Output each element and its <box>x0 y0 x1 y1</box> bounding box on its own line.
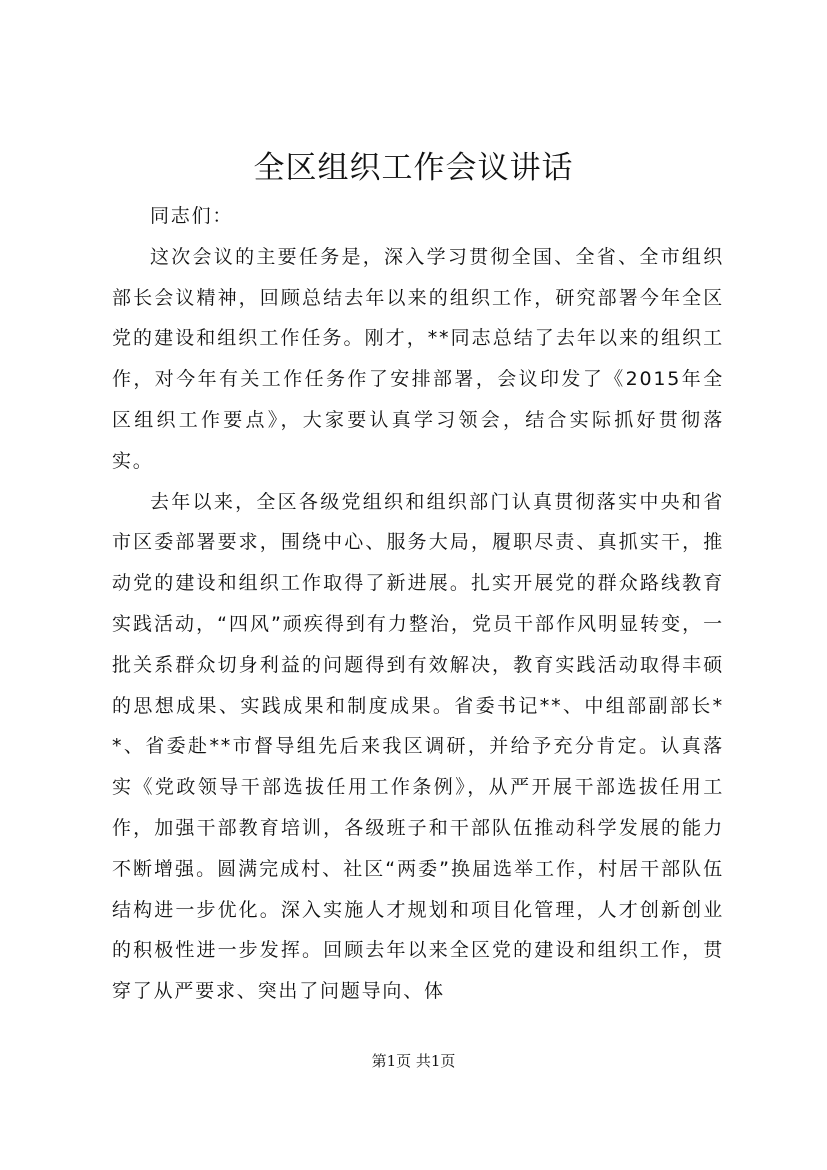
document-title: 全区组织工作会议讲话 <box>253 150 574 186</box>
salutation-paragraph: 同志们： <box>150 205 234 227</box>
document-body <box>112 196 724 1012</box>
body-paragraph: 去年以来，全区各级党组织和组织部门认真贯彻落实中央和省市区委部署要求，围绕中心、服务大局，履职尽责、真抓实干，推动党的建设和组织工作取得了新进展。扎实开展党的群众路线教育实践活动，“四风”顽疾得到有力整治，党员干部作风明显转变，一批关系群众切身利益的问题得到有效解决，教育实践活动取得丰硕的思想成果、实践成果和制度成果。省委书记**、中组部副部长**、省委赴**市督导组先后来我区调研，并给予充分肯定。认真落实《党政领导干部选拔任用工作条例》，从严开展干部选拔任用工作，加强干部教育培训，各级班子和干部队伍推动科学发展的能力不断增强。圆满完成村、社区“两委”换届选举工作，村居干部队伍结构进一步优化。深入实施人才规划和项目化管理，人才创新创业的积极性进一步发挥。回顾去年以来全区党的建设和组织工作，贯穿了从严要求、突出了问题导向、体 <box>112 490 724 1003</box>
body-paragraph: 这次会议的主要任务是，深入学习贯彻全国、全省、全市组织部长会议精神，回顾总结去年以来的组织工作，研究部署今年全区党的建设和组织工作任务。刚才，**同志总结了去年以来的组织工作，对今年有关工作任务作了安排部署，会议印发了《2015年全区组织工作要点》，大家要认真学习领会，结合实际抓好贯彻落实。 <box>112 245 724 472</box>
page-footer: 第1页 共1页 <box>371 1052 456 1070</box>
